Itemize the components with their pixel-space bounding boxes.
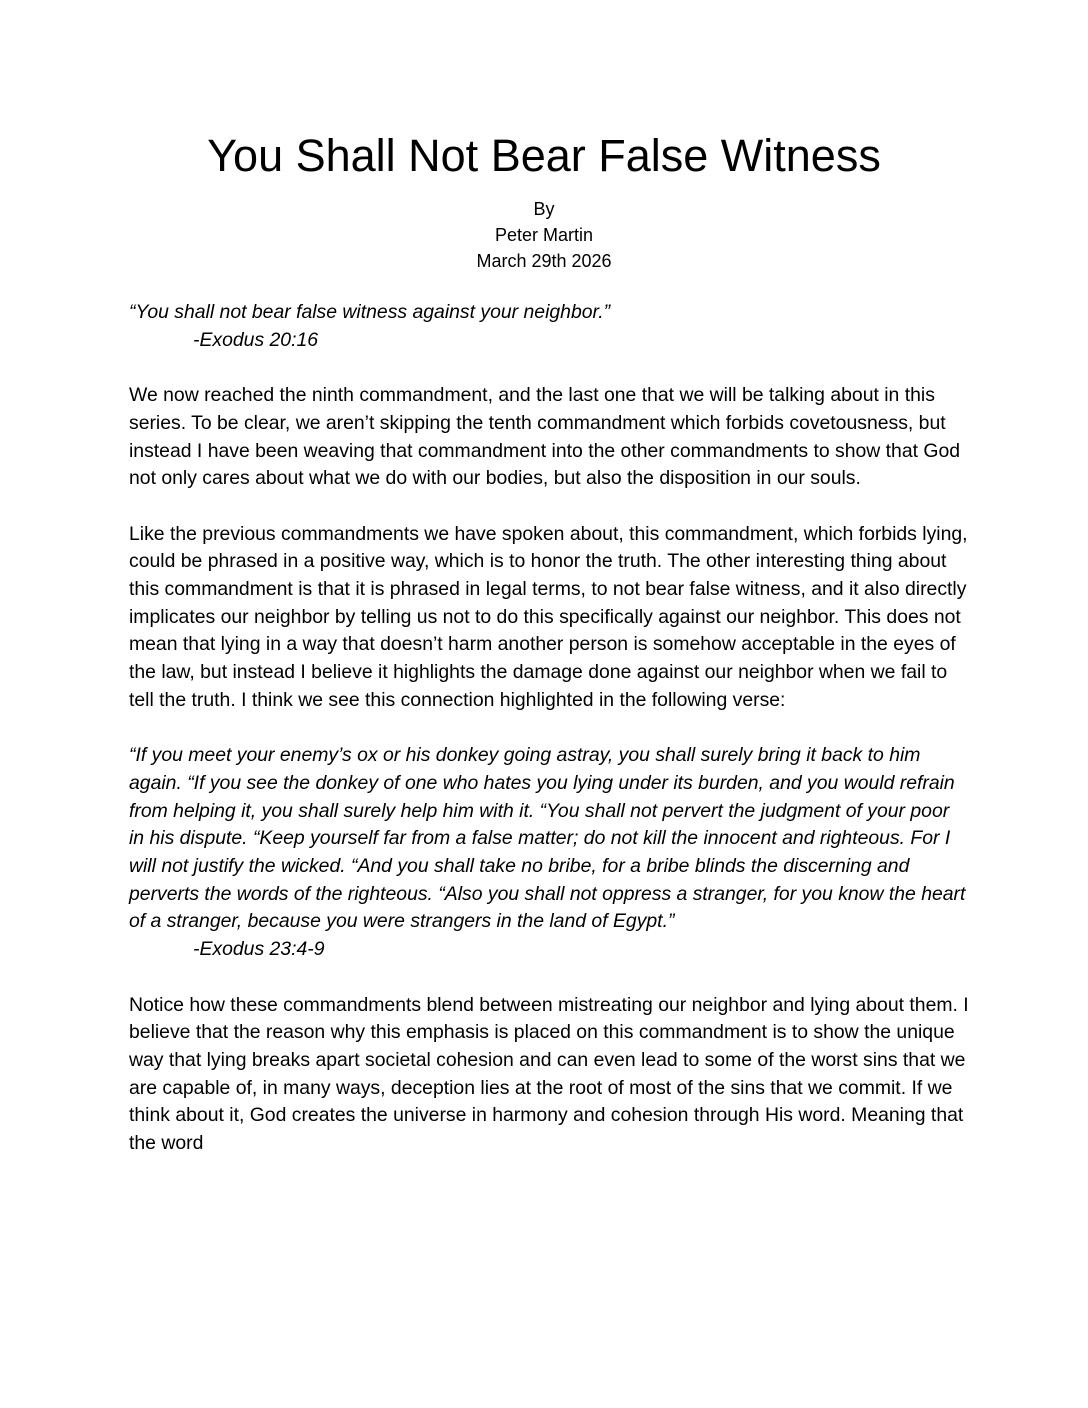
document-body — [129, 299, 969, 1185]
epigraph-quote: “You shall not bear false witness against your neighbor.” — [129, 301, 611, 323]
block-quote: “If you meet your enemy’s ox or his donkey going astray, you shall surely bring it back to him again. “If you see the donkey of one who hates you lying under its burden, and you would refrain from helping it, you shall surely help him with it. “You shall not pervert the judgment of your poor in his dispute. “Keep yourself far from a false matter; do not kill the innocent and righteous. For I will not justify the wicked. “And you shall take no bribe, for a bribe blinds the discerning and perverts the words of the righteous. “Also you shall not oppress a stranger, for you know the heart of a stranger, because you were strangers in the land of Egypt.” — [129, 744, 966, 933]
paragraph-intro: We now reached the ninth commandment, and the last one that we will be talking about in this series. To be clear, we aren’t skipping the tenth commandment which forbids covetousness, but instead I have been weaving that commandment into the other commandments to show that God not only cares about what we do with our bodies, but also the disposition in our souls. — [129, 384, 961, 490]
document-title: You Shall Not Bear False Witness — [207, 130, 881, 181]
byline-date: March 29th 2026 — [476, 251, 612, 271]
epigraph-reference: -Exodus 20:16 — [193, 328, 319, 351]
byline — [0, 196, 1088, 274]
paragraph-commandment: Like the previous commandments we have spoken about, this commandment, which forbids lying, could be phrased in a positive way, which is to honor the truth. The other interesting thing about this commandment is that it is phrased in legal terms, to not bear false witness, and it also directly implicates our neighbor by telling us not to do this specifically against our neighbor. This does not mean that lying in a way that doesn’t harm another person is somehow acceptable in the eyes of the law, but instead I believe it highlights the damage done against our neighbor when we fail to tell the truth. I think we see this connection highlighted in the following verse: — [129, 522, 968, 711]
byline-author: Peter Martin — [494, 225, 594, 245]
block-quote-reference: -Exodus 23:4-9 — [193, 938, 325, 961]
paragraph-closing: Notice how these commandments blend between mistreating our neighbor and lying about them. I believe that the reason why this emphasis is placed on this commandment is to show the unique way that lying breaks apart societal cohesion and can even lead to some of the worst sins that we are capable of, in many ways, deception lies at the root of most of the sins that we commit. If we think about it, God creates the universe in harmony and cohesion through His word. Meaning that the word — [129, 993, 969, 1155]
byline-by: By — [533, 199, 555, 219]
